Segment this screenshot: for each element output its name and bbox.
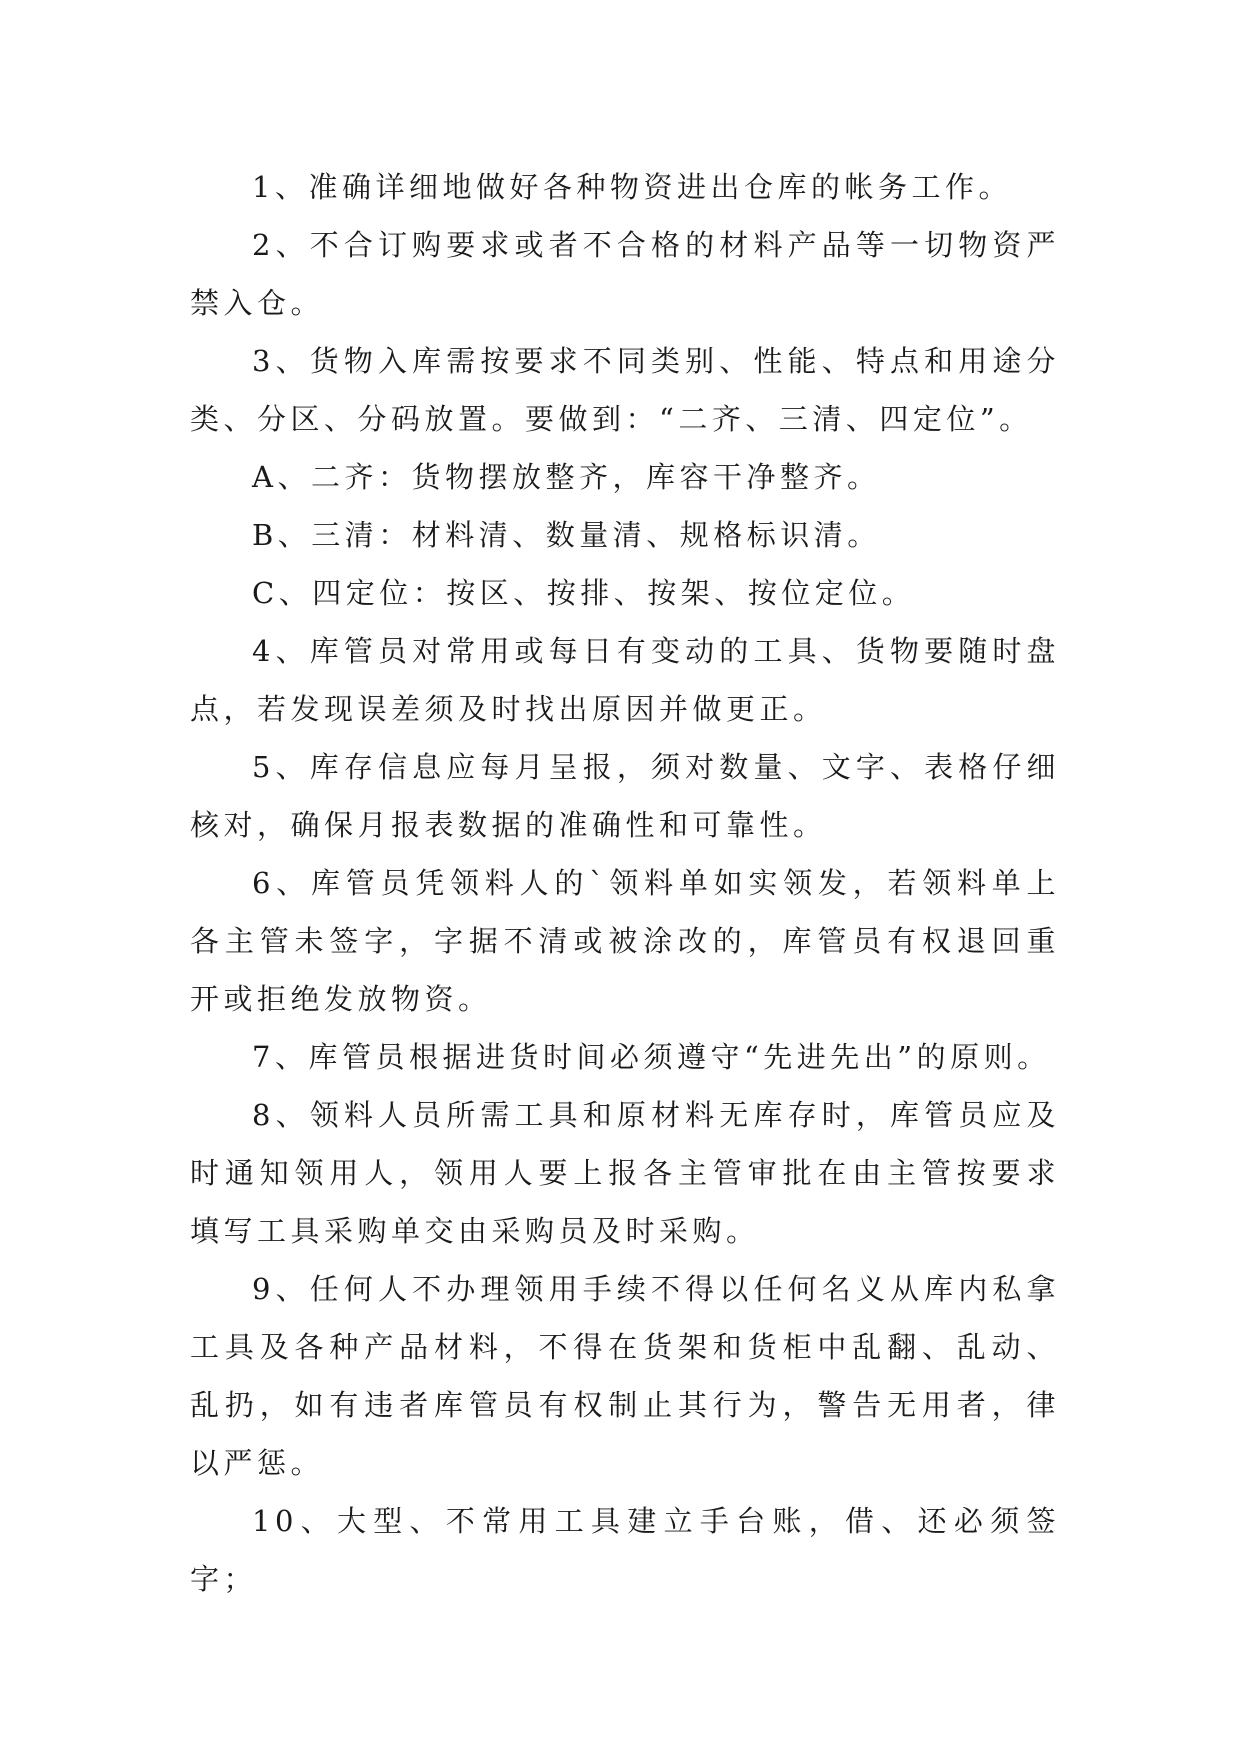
paragraph-6: 6、库管员凭领料人的`领料单如实领发，若领料单上各主管未签字，字据不清或被涂改的，库管员有权退回重开或拒绝发放物资。 xyxy=(190,866,1060,1016)
paragraph-7: 7、库管员根据进货时间必须遵守“先进先出”的原则。 xyxy=(252,1040,1051,1074)
paragraph-3c: C、四定位：按区、按排、按架、按位定位。 xyxy=(252,576,916,610)
document-body xyxy=(190,158,1060,1608)
paragraph-3a: A、二齐：货物摆放整齐，库容干净整齐。 xyxy=(252,460,881,494)
paragraph-8: 8、领料人员所需工具和原材料无库存时，库管员应及时通知领用人，领用人要上报各主管审批在由主管按要求填写工具采购单交由采购员及时采购。 xyxy=(190,1098,1060,1248)
paragraph-2: 2、不合订购要求或者不合格的材料产品等一切物资严禁入仓。 xyxy=(190,228,1060,320)
paragraph-3b: B、三清：材料清、数量清、规格标识清。 xyxy=(252,518,881,552)
paragraph-1: 1、准确详细地做好各种物资进出仓库的帐务工作。 xyxy=(252,170,1012,204)
paragraph-9: 9、任何人不办理领用手续不得以任何名义从库内私拿工具及各种产品材料，不得在货架和货柜中乱翻、乱动、乱扔，如有违者库管员有权制止其行为，警告无用者，律以严惩。 xyxy=(190,1272,1060,1480)
paragraph-10: 10、大型、不常用工具建立手台账，借、还必须签字； xyxy=(190,1504,1060,1596)
paragraph-5: 5、库存信息应每月呈报，须对数量、文字、表格仔细核对，确保月报表数据的准确性和可靠性。 xyxy=(190,750,1060,842)
paragraph-3: 3、货物入库需按要求不同类别、性能、特点和用途分类、分区、分码放置。要做到：“二齐、三清、四定位”。 xyxy=(190,344,1060,436)
paragraph-4: 4、库管员对常用或每日有变动的工具、货物要随时盘点，若发现误差须及时找出原因并做更正。 xyxy=(190,634,1060,726)
